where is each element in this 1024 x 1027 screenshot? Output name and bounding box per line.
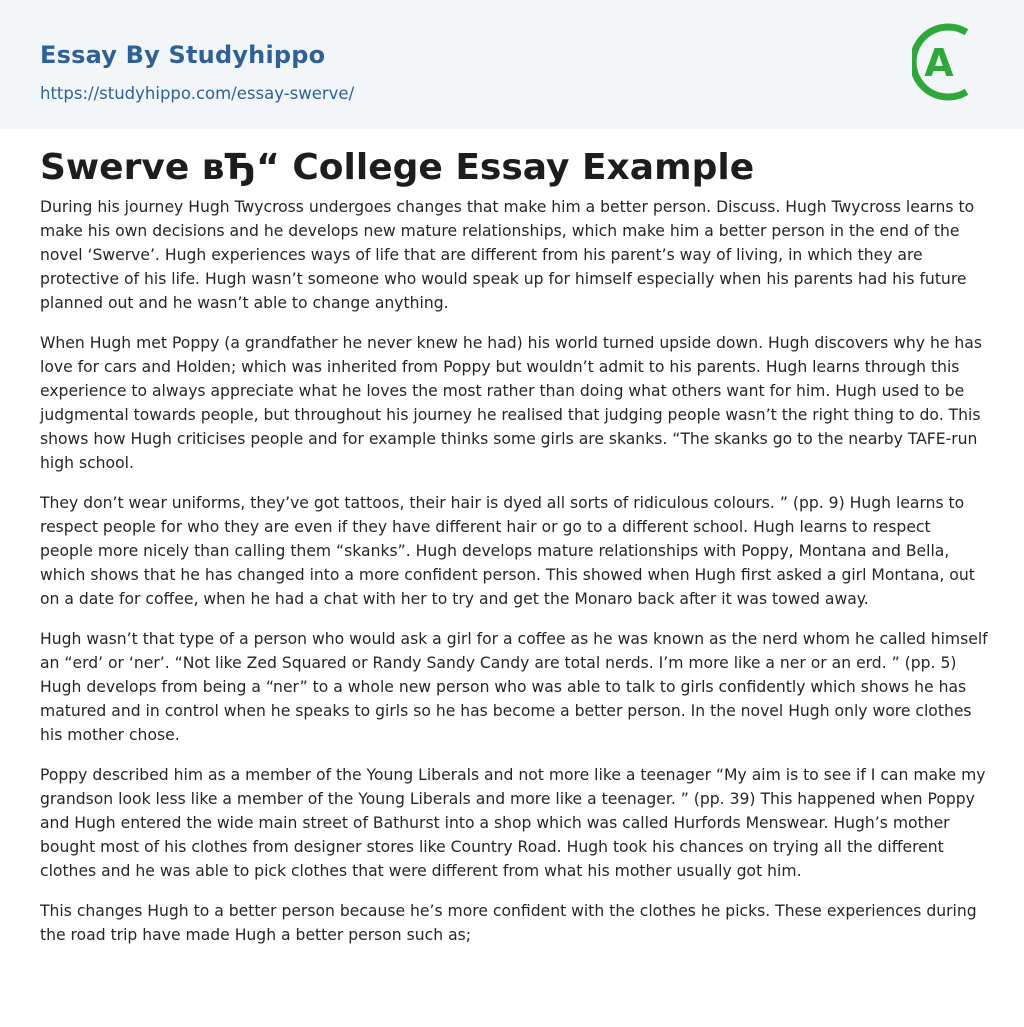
source-url-link[interactable]: https://studyhippo.com/essay-swerve/ — [40, 84, 355, 103]
logo-letter: A — [924, 41, 954, 85]
essay-title: Swerve вЂ“ College Essay Example — [40, 147, 755, 188]
essay-paragraph: This changes Hugh to a better person because he’s more confident with the clothes he picks. These experiences during the road trip have made Hugh a better person such as; — [40, 902, 977, 944]
essay-paragraph: Hugh wasn’t that type of a person who would ask a girl for a coffee as he was known as the nerd whom he called himself an “erd’ or ‘ner’. “Not like Zed Squared or Randy Sandy Candy are total nerds. I’m more like a ner or an erd. ” (pp. 5) Hugh develops from being a “ner” to a whole new person who was able to talk to girls confidently which shows he has matured and in control when he speaks to girls so he has become a better person. In the novel Hugh only wore clothes his mother chose. — [40, 630, 988, 744]
site-brand[interactable]: Essay By Studyhippo — [40, 41, 326, 69]
essay-paragraph: During his journey Hugh Twycross undergoes changes that make him a better person. Discuss. Hugh Twycross learns to make his own decisions and he develops new mature relationships, which make him a better person in the end of the novel ‘Swerve’. Hugh experiences ways of life that are different from his parent’s way of living, in which they are protective of his life. Hugh wasn’t someone who would speak up for himself especially when his parents had his future planned out and he wasn’t able to change anything. — [40, 198, 975, 312]
essay-paragraph: Poppy described him as a member of the Young Liberals and not more like a teenager “My aim is to see if I can make my grandson look less like a member of the Young Liberals and more like a teenager. ” (pp. 39) This happened when Poppy and Hugh entered the wide main street of Bathurst into a shop which was called Hurfords Menswear. Hugh’s mother bought most of his clothes from designer stores like Country Road. Hugh took his chances on trying all the different clothes and he was able to pick clothes that were different from what his mother usually got him. — [40, 766, 986, 880]
essay-paragraph: They don’t wear uniforms, they’ve got tattoos, their hair is dyed all sorts of ridiculous colours. ” (pp. 9) Hugh learns to respect people for who they are even if they have different hair or go to a different school. Hugh learns to respect people more nicely than calling them “skanks”. Hugh develops mature relationships with Poppy, Montana and Bella, which shows that he has changed into a more confident person. This showed when Hugh first asked a girl Montana, out on a date for coffee, when he had a chat with her to try and get the Monaro back after it was towed away. — [40, 494, 975, 608]
essay-body — [40, 195, 988, 963]
essay-paragraph: When Hugh met Poppy (a grandfather he never knew he had) his world turned upside down. Hugh discovers why he has love for cars and Holden; which was inherited from Poppy but wouldn’t admit to his parents. Hugh learns through this experience to always appreciate what he loves the most rather than doing what others want for him. Hugh used to be judgmental towards people, but throughout his journey he realised that judging people wasn’t the right thing to do. This shows how Hugh criticises people and for example thinks some girls are skanks. “The skanks go to the nearby TAFE-run high school. — [40, 334, 982, 472]
studyhippo-logo-icon[interactable] — [912, 19, 986, 105]
